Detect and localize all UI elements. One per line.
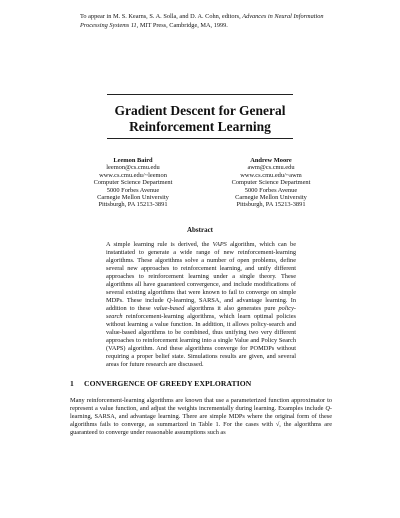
title-rule-bottom — [107, 138, 293, 139]
section-term-q: Q — [325, 405, 330, 412]
publication-note-pre: To appear in M. S. Kearns, S. A. Solla, and D. A. Cohn, editors, — [80, 13, 243, 20]
section-heading — [70, 379, 340, 388]
paper-title — [90, 103, 310, 135]
section-number: 1 — [70, 379, 74, 388]
abstract-text-part: A simple learning rule is derived, the — [106, 241, 213, 248]
publication-note — [80, 13, 340, 30]
abstract-text-part: algorithms it also generates pure — [184, 305, 279, 312]
abstract-text — [106, 241, 296, 369]
abstract-term-q: Q — [166, 297, 172, 304]
author-city: Pittsburgh, PA 15213-3891 — [98, 201, 168, 209]
abstract-text-part: -learning, SARSA, and advantage learning. In addition to these — [106, 297, 296, 312]
author-university: Carnegie Mellon University — [97, 194, 169, 202]
abstract-term-value-based: value-based — [153, 305, 185, 312]
author-url: www.cs.cmu.edu/~awm — [240, 171, 302, 179]
abstract-term-vaps: VAPS — [212, 241, 227, 248]
author-email: awm@cs.cmu.edu — [247, 164, 295, 172]
author-street: 5000 Forbes Avenue — [106, 186, 160, 194]
abstract-term-policy-search: policy-search — [106, 305, 296, 320]
author-url: www.cs.cmu.edu/~leemon — [99, 171, 167, 179]
section-title: CONVERGENCE OF GREEDY EXPLORATION — [84, 379, 252, 388]
author-city: Pittsburgh, PA 15213-3891 — [236, 201, 306, 209]
abstract-text-part: algorithm, which can be instantiated to generate a wide range of new reinforcement-learning algorithms. These algorithms solve a number of open problems, define several new approaches to reinforcement learning, and unify different approaches to reinforcement learning under a single theory. These algorithms all have guaranteed convergence, and include modifications of several existing algorithms that were known to fail to converge on simple MDPs. These include — [106, 241, 296, 304]
title-line-1: Gradient Descent for General — [114, 103, 286, 118]
author-block-baird — [68, 157, 198, 209]
author-dept: Computer Science Department — [93, 179, 173, 187]
author-name: Leemon Baird — [113, 157, 153, 164]
abstract-heading: Abstract — [186, 226, 214, 234]
title-rule-top — [107, 94, 293, 95]
author-dept: Computer Science Department — [231, 179, 311, 187]
section-text-part: -learning, SARSA, and advantage learning. There are simple MDPs where the original form of these algorithms fails to converge, as summarized in Table 1. For the cases with √, the algorithms are guaranteed to converge under reasonable assumptions such as — [70, 405, 332, 436]
author-email: leemon@cs.cmu.edu — [106, 164, 160, 172]
title-line-2: Reinforcement Learning — [129, 119, 271, 134]
section-text-part: Many reinforcement-learning algorithms are known that use a parameterized function approximator to represent a value function, and adjust the weights incrementally during learning. Examples include — [70, 397, 332, 412]
publication-note-post: , MIT Press, Cambridge, MA, 1999. — [136, 21, 228, 29]
author-block-moore — [206, 157, 336, 209]
publication-venue: Advances in Neural Information Processing Systems 11 — [80, 13, 324, 29]
section-body — [70, 397, 332, 437]
abstract-text-part: reinforcement-learning algorithms, which learn optimal policies without learning a value function. In addition, it allows policy-search and value-based algorithms to be combined, thus unifying two very different approaches to reinforcement learning into a single Value and Policy Search (VAPS) algorithm. And these algorithms converge for POMDPs without requiring a proper belief state. Simulations results are given, and several areas for future research are discussed. — [106, 313, 296, 368]
author-street: 5000 Forbes Avenue — [244, 186, 298, 194]
author-name: Andrew Moore — [250, 157, 292, 164]
author-university: Carnegie Mellon University — [235, 194, 307, 202]
